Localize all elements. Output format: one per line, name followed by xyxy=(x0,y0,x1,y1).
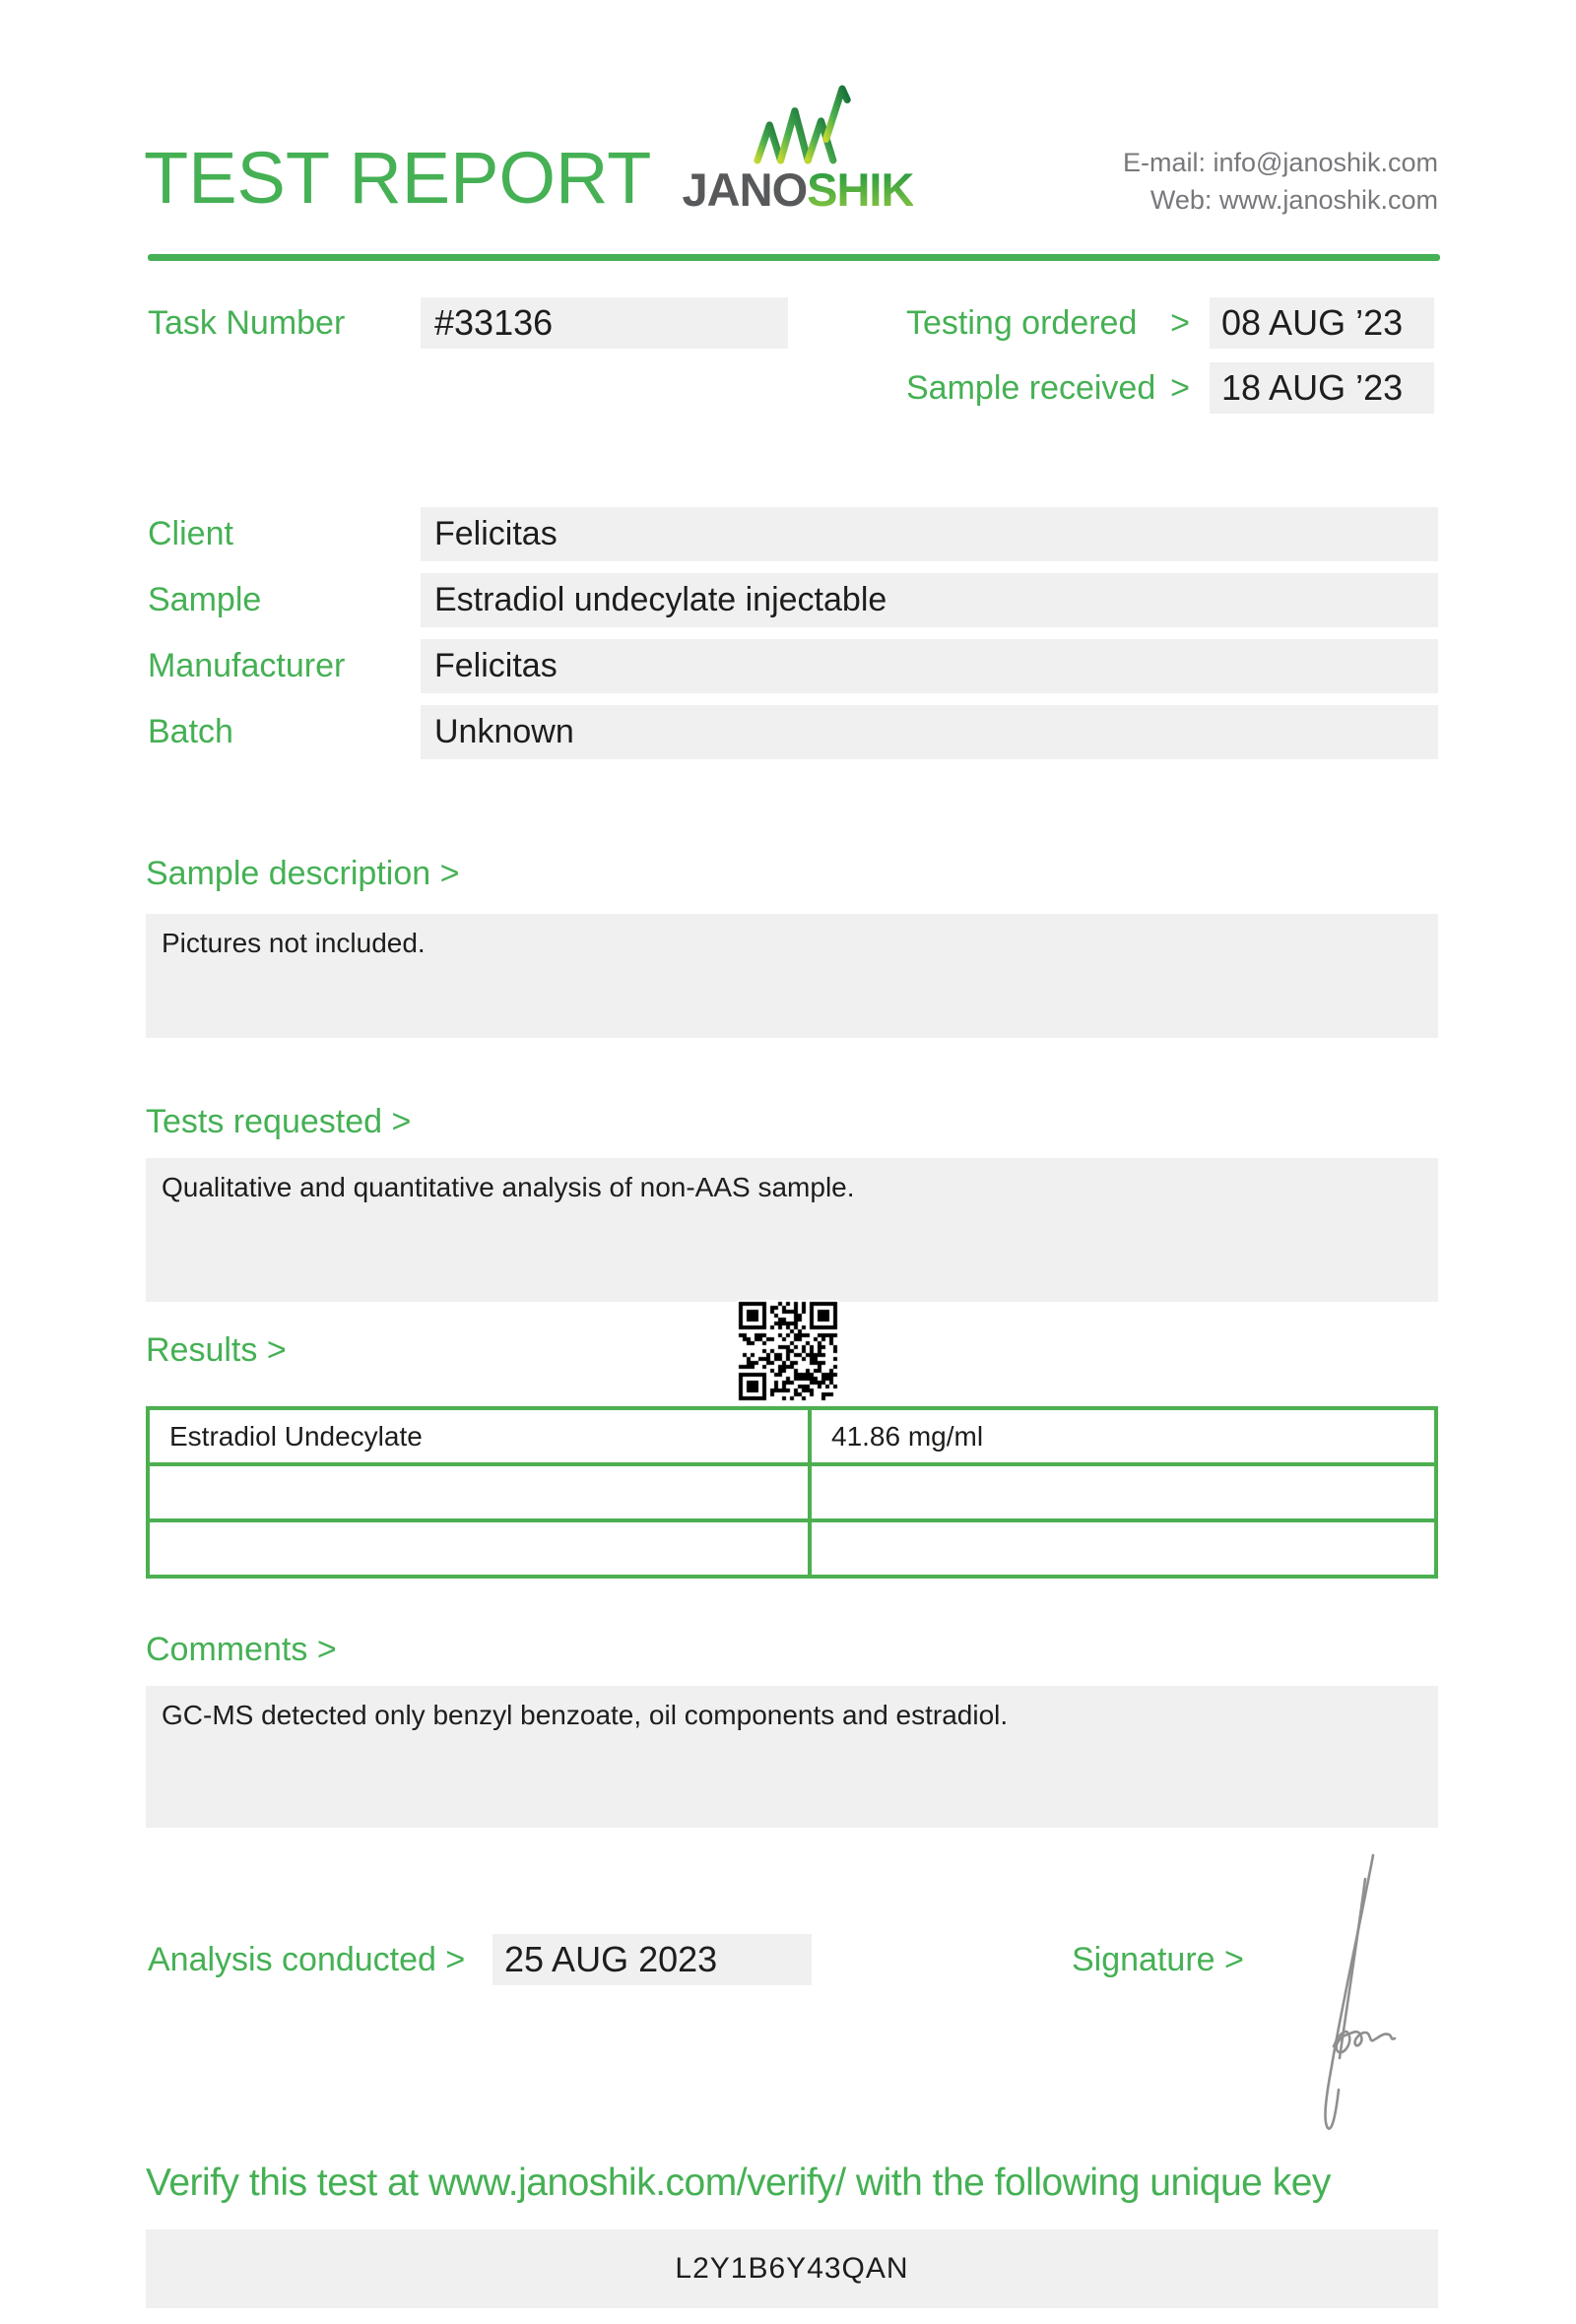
qr-code xyxy=(737,1300,839,1402)
signature-label: Signature > xyxy=(1072,1941,1244,1978)
batch-label: Batch xyxy=(148,713,233,750)
sample-received-label: Sample received xyxy=(906,369,1156,407)
result-value-cell xyxy=(810,1464,1436,1520)
task-number-value: #33136 xyxy=(421,297,788,349)
result-value-cell xyxy=(810,1520,1436,1577)
contact-block xyxy=(926,144,1438,219)
logo-text-jano: JANO xyxy=(682,163,808,216)
task-number-label: Task Number xyxy=(148,304,346,342)
web-label: Web: xyxy=(1149,185,1213,215)
arrow-icon: > xyxy=(1170,304,1190,342)
web-value: www.janoshik.com xyxy=(1218,185,1438,215)
sample-description-box xyxy=(146,914,1438,1038)
manufacturer-label: Manufacturer xyxy=(148,647,346,684)
sample-description-text: Pictures not included. xyxy=(162,928,426,958)
unique-key: L2Y1B6Y43QAN xyxy=(146,2229,1438,2308)
comments-heading: Comments > xyxy=(146,1631,337,1668)
comments-text: GC-MS detected only benzyl benzoate, oil components and estradiol. xyxy=(162,1700,1009,1730)
table-row xyxy=(148,1464,1436,1520)
testing-ordered-value: 08 AUG ’23 xyxy=(1210,297,1434,349)
sample-value: Estradiol undecylate injectable xyxy=(421,573,1438,627)
result-analyte-cell: Estradiol Undecylate xyxy=(148,1408,810,1464)
sample-received-value: 18 AUG ’23 xyxy=(1210,362,1434,414)
comments-box xyxy=(146,1686,1438,1828)
sample-label: Sample xyxy=(148,581,262,618)
manufacturer-value: Felicitas xyxy=(421,639,1438,693)
table-row xyxy=(148,1408,1436,1464)
results-heading: Results > xyxy=(146,1331,287,1369)
client-label: Client xyxy=(148,515,233,552)
table-row xyxy=(148,1520,1436,1577)
tests-requested-text: Qualitative and quantitative analysis of non-AAS sample. xyxy=(162,1172,855,1202)
logo-wordmark xyxy=(670,165,926,215)
analysis-conducted-label: Analysis conducted > xyxy=(148,1941,466,1978)
sample-description-heading: Sample description > xyxy=(146,855,460,892)
signature-scrawl xyxy=(1277,1849,1409,2137)
testing-ordered-group xyxy=(906,297,1190,349)
logo-text-shik: SHIK xyxy=(807,163,914,216)
tests-requested-box xyxy=(146,1158,1438,1302)
testing-ordered-label: Testing ordered xyxy=(906,304,1138,342)
email-value: info@janoshik.com xyxy=(1213,148,1438,177)
page-title: TEST REPORT xyxy=(144,137,652,219)
batch-value: Unknown xyxy=(421,705,1438,759)
analysis-conducted-value: 25 AUG 2023 xyxy=(492,1934,812,1985)
sample-received-group xyxy=(906,362,1190,414)
tests-requested-heading: Tests requested > xyxy=(146,1103,412,1140)
client-value: Felicitas xyxy=(421,507,1438,561)
chart-logo-icon xyxy=(749,83,851,165)
header-divider xyxy=(148,254,1440,261)
result-value-cell: 41.86 mg/ml xyxy=(810,1408,1436,1464)
verify-instruction: Verify this test at www.janoshik.com/verify/ with the following unique key xyxy=(146,2162,1331,2204)
arrow-icon: > xyxy=(1170,369,1190,407)
contact-web-line xyxy=(926,181,1438,219)
email-label: E-mail: xyxy=(1122,148,1206,177)
results-table xyxy=(146,1406,1438,1579)
result-analyte-cell xyxy=(148,1520,810,1577)
contact-email-line xyxy=(926,144,1438,181)
result-analyte-cell xyxy=(148,1464,810,1520)
